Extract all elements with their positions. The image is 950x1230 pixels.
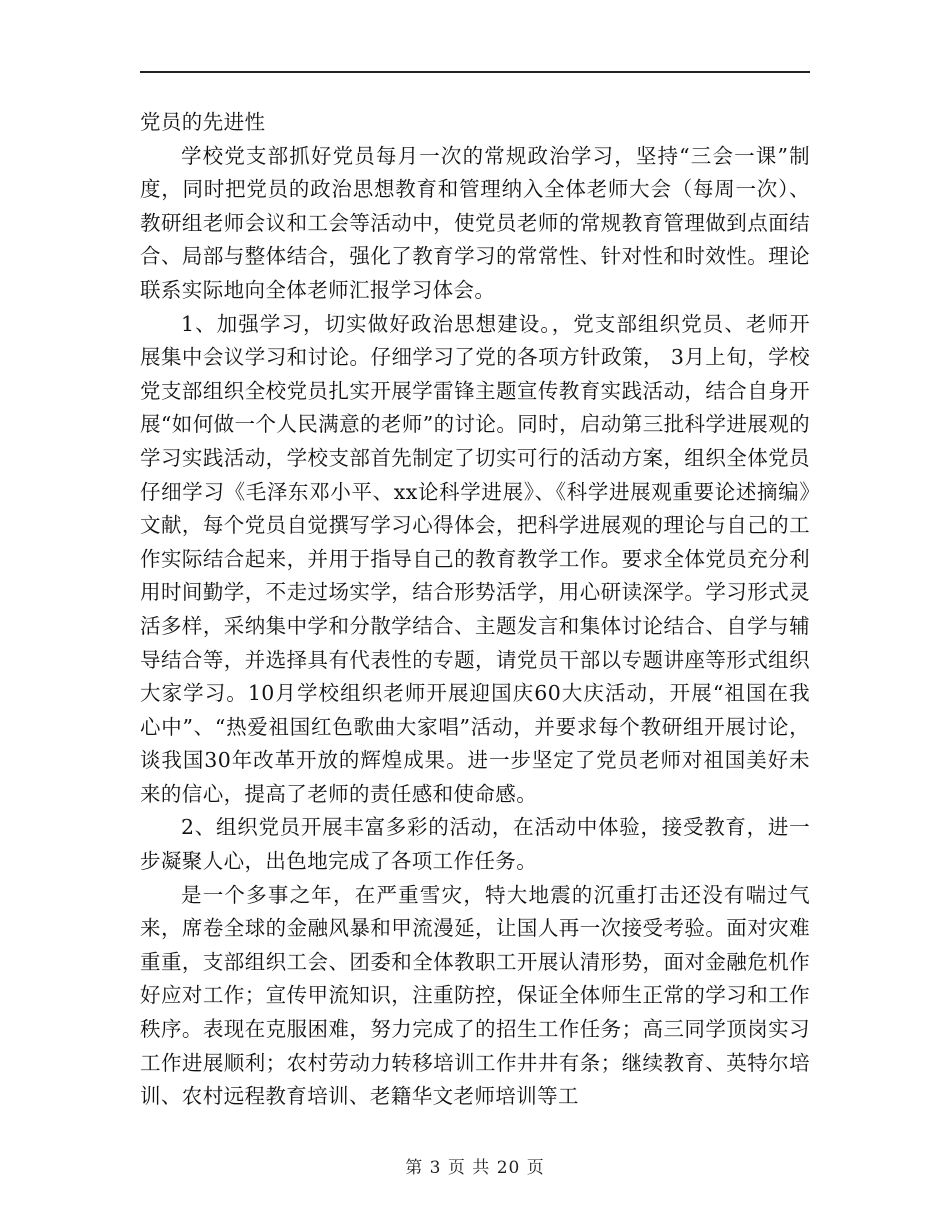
paragraph-political-study: 1、加强学习，切实做好政治思想建设。，党支部组织党员、老师开展集中会议学习和讨论。仔细学习了党的各项方针政策， 3月上旬，学校党支部组织全校党员扎实开展学雷锋主题宣传教育实践活动，结合自身开展“如何做一个人民满意的老师”的讨论。同时，启动第三批科学进展观的学习实践活动，学校支部首先制定了切实可行的活动方案，组织全体党员仔细学习《毛泽东邓小平、xx论科学进展》、《科学进展观重要论述摘编》文献，每个党员自觉撰写学习心得体会，把科学进展观的理论与自己的工作实际结合起来，并用于指导自己的教育教学工作。要求全体党员充分利用时间勤学，不走过场实学，结合形势活学，用心研读深学。学习形式灵活多样，采纳集中学和分散学结合、主题发言和集体讨论结合、自学与辅导结合等，并选择具有代表性的专题，请党员干部以专题讲座等形式组织大家学习。10月学校组织老师开展迎国庆60大庆活动，开展“祖国在我心中”、“热爱祖国红色歌曲大家唱”活动，并要求每个教研组开展讨论，谈我国30年改革开放的辉煌成果。进一步坚定了党员老师对祖国美好未来的信心，提高了老师的责任感和使命感。 (140, 311, 810, 806)
page-number-footer: 第 3 页 共 20 页 (405, 1158, 545, 1178)
paragraph-heading-fragment: 党员的先进性 (140, 110, 266, 134)
document-body (140, 106, 810, 1114)
paragraph-challenges: 是一个多事之年，在严重雪灾，特大地震的沉重打击还没有喘过气来，席卷全球的金融风暴和甲流漫延，让国人再一次接受考验。面对灾难重重，支部组织工会、团委和全体教职工开展认清形势，面对金融危机作好应对工作；宣传甲流知识，注重防控，保证全体师生正常的学习和工作秩序。表现在克服困难，努力完成了的招生工作任务；高三同学顶岗实习工作进展顺利；农村劳动力转移培训工作井井有条；继续教育、英特尔培训、农村远程教育培训、老籍华文老师培训等工 (140, 882, 810, 1109)
header-rule (140, 71, 810, 73)
paragraph-activities: 2、组织党员开展丰富多彩的活动，在活动中体验，接受教育，进一步凝聚人心，出色地完成了各项工作任务。 (140, 815, 810, 874)
paragraph-study-system: 学校党支部抓好党员每月一次的常规政治学习，坚持“三会一课”制度，同时把党员的政治思想教育和管理纳入全体老师大会（每周一次）、教研组老师会议和工会等活动中，使党员老师的常规教育管理做到点面结合、局部与整体结合，强化了教育学习的常常性、针对性和时效性。理论联系实际地向全体老师汇报学习体会。 (140, 143, 810, 302)
